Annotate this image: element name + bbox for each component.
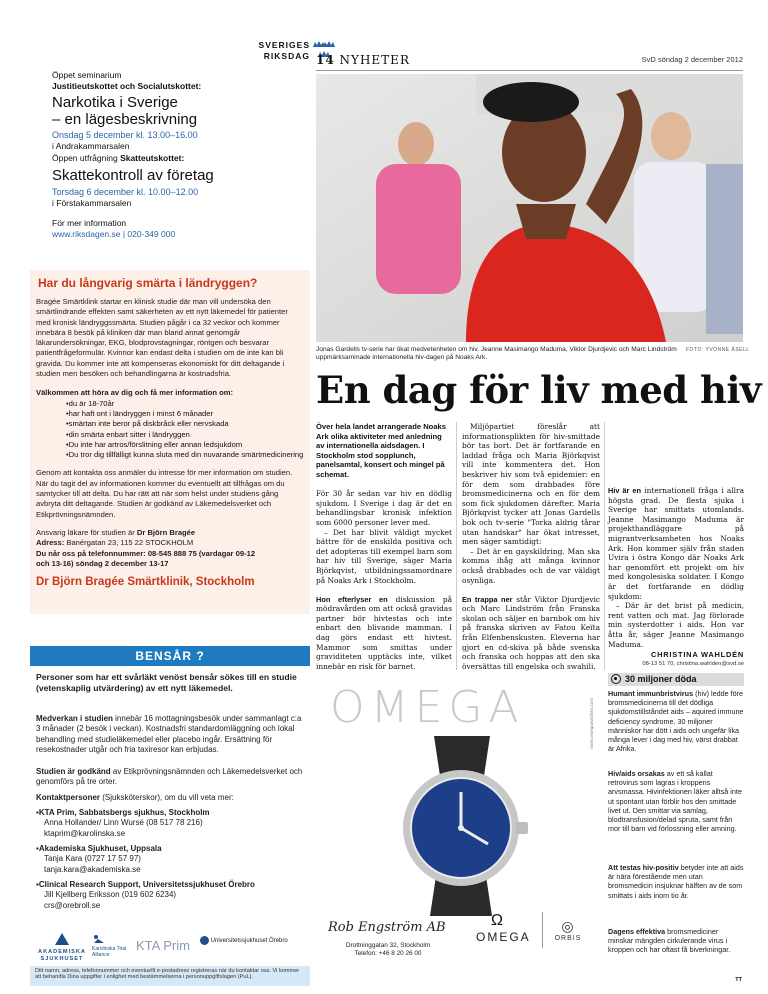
clinic-welcome: Välkommen att höra av dig och få mer information om: <box>36 388 234 398</box>
site-person: Tanja Kara (0727 17 57 97) <box>44 854 141 864</box>
fact-lead: Humant immunbristvirus <box>608 689 694 698</box>
akademiska-emblem-icon <box>54 932 70 946</box>
omega-symbol-icon: Ω <box>491 912 503 929</box>
orbis-emblem-icon: ◎ <box>561 918 575 934</box>
fact-text: av ett så kallat retrovirus som lagras i kroppens arvsmassa. Hivinfektionen läker alltså inte ut spontant utan förblir hos den smittade livet ut. Den smittar via samlag, blodtransfusion/delad spruta, samt från mor till barn vid förlossning eller amning. <box>608 769 742 834</box>
seminar-organizer: Justitieutskottet och Socialutskottet: <box>52 81 202 91</box>
hearing-title: Skattekontroll av företag <box>52 167 214 184</box>
address-value: Banérgatan 23, 115 22 STOCKHOLM <box>66 538 194 548</box>
article-subhead: En trappa ner <box>462 594 513 604</box>
clinic-phone-1: Du når oss på telefonnummer: 08-545 888 75 (vardagar 09-12 <box>36 548 256 558</box>
participation-label: Medverkan i studien <box>36 714 113 723</box>
section-header <box>316 53 410 67</box>
site-person: Jill Kjellberg Eriksson (019 602 6234) <box>44 890 177 900</box>
hearing-block <box>52 153 214 209</box>
omega-url: www.omegawatches.com <box>589 698 594 749</box>
article-photo <box>316 74 743 342</box>
riksdag-logo <box>259 40 310 62</box>
riksdag-logo-line2: RIKSDAG <box>263 51 310 61</box>
article-column-3 <box>608 486 744 649</box>
ktaprim-logo: KTA Prim <box>136 938 190 953</box>
akademiska-logo-text: AKADEMISKA SJUKHUSET <box>38 949 86 962</box>
section-name: NYHETER <box>339 53 410 67</box>
list-item: • Du inte har artros/förslitning eller annan ledsjukdom <box>66 440 310 450</box>
info-label: För mer information <box>52 218 127 228</box>
bensar-contacts <box>36 793 306 803</box>
header-rule <box>316 70 743 71</box>
doctor-name: Dr Björn Bragée <box>136 527 196 537</box>
orebro-emblem-icon <box>200 936 209 945</box>
clinic-criteria-list <box>30 399 310 461</box>
clinic-heading: Har du långvarig smärta i ländryggen? <box>38 276 258 290</box>
target-icon <box>611 674 621 684</box>
article-paragraph: – Där är det brist på medicin, rent vatten och mat. Jag förlorade min systerdotter i aids. Hon var åtta år, säger Jeanne Masimango Maduma. <box>608 601 744 649</box>
riksdag-logo-line1: SVERIGES <box>258 40 310 50</box>
dealer-street: Drottninggatan 32, Stockholm <box>345 942 431 949</box>
site-email[interactable]: ktaprim@karolinska.se <box>44 828 126 838</box>
article-headline: En dag för liv med hiv <box>316 368 761 412</box>
site-email[interactable]: crs@orebroll.se <box>44 900 101 910</box>
list-item: • smärtan inte beror på diskbråck eller nervskada <box>66 419 310 429</box>
article-byline: CHRISTINA WAHLDÉN <box>651 650 744 659</box>
bensar-lead: Personer som har ett svårläkt venöst bensår sökes till en studie (vetenskaplig utvärdering) av ett nytt läkemedel. <box>36 672 297 693</box>
fact-paragraph <box>608 769 744 833</box>
bensar-footer: Ditt namn, adress, telefonnummer och eventuellt e-postadress registreras när du kontaktar oss. Vi kommer att behandla Dina uppgifter i enlighet med bestämmelserna i personuppgiftslagen (PuL). <box>30 966 310 986</box>
fact-lead: Dagens effektiva <box>608 927 666 936</box>
contacts-label: Kontaktpersoner <box>36 793 101 802</box>
article-text: diskussion på mödravården om att också gravidas partner bör hivtestas och inte enbart den blivande mamman. I dag görs endast ett hivtest. Mammor som smittas under graviditeten upptäcks inte, vilket innebär en risk för barnet. <box>316 594 452 671</box>
fact-source: TT <box>735 977 742 983</box>
photo-credit: FOTO: YVONNE ÅSELL <box>686 347 750 353</box>
article-paragraph <box>608 486 744 601</box>
site-email[interactable]: tanja.kara@akademiska.se <box>44 864 141 874</box>
hearing-place: i Förstakammarsalen <box>52 198 132 208</box>
riksdag-link[interactable]: www.riksdagen.se | 020-349 000 <box>52 229 176 239</box>
article-column-2 <box>462 422 600 671</box>
orbis-logo <box>548 918 588 942</box>
article-paragraph: För 30 år sedan var hiv en dödlig sjukdom. I Sverige i dag är det en behandlingsbar kronisk infektion som 6000 personer lever med. <box>316 489 452 527</box>
bensar-approved <box>36 767 306 788</box>
dealer-phone: Telefon: +46 8 20 26 00 <box>354 950 422 957</box>
list-item: • du är 18-70år <box>66 399 310 409</box>
fact-paragraph <box>608 927 744 955</box>
page-number: 14 <box>316 53 335 67</box>
article-paragraph <box>316 595 452 672</box>
list-item: • din smärta enbart sitter i ländryggen <box>66 430 310 440</box>
seminar-title-1: Narkotika i Sverige <box>52 94 178 111</box>
site-orebro <box>36 880 306 911</box>
fact-text: betyder inte att aids är nära förestående men utan bromsmedicin insjuknar hälften av de som smittats i aids inom tio år. <box>608 863 744 900</box>
site-name: ▪ KTA Prim, Sabbatsbergs sjukhus, Stockholm <box>36 808 306 818</box>
list-item: • Du tror dig tillfälligt kunna sluta med din nuvarande smärtmedicinering <box>66 450 310 460</box>
riksdag-info <box>52 218 175 240</box>
clinic-footer: Dr Björn Bragée Smärtklinik, Stockholm <box>36 576 255 589</box>
seminar-block <box>52 70 201 152</box>
participation-text: innebär 16 mottagningsbesök under sammanlagt c:a 3 månader (2 besök i veckan). Kostnadsfri standardomläggning och lokal behandling med studieläkemedel eller placebo ingår. Ersättning för resekostnader utgår och fria taxiresor kan erbjudas. <box>36 714 302 754</box>
fact-box-header <box>608 673 744 686</box>
fact-paragraph <box>608 863 744 900</box>
karolinska-logo <box>92 934 132 958</box>
address-label: Adress: <box>36 538 67 548</box>
orebro-logo <box>200 936 310 945</box>
author-contact[interactable]: 08-13 51 70, christina.wahlden@svd.se <box>642 661 744 667</box>
karolinska-figure-icon <box>92 934 106 944</box>
article-paragraph: Miljöpartiet föreslår att informationsplikten för hiv-smittade bör tas bort. Det är fortfarande en laddad fråga och Maria Björkqvist vill inte kommentera det. Hon beskriver hiv som två epidemier: en för dem som drabbades före bromsmedicinerna och en för dem som fick sjukdomen därefter. Maria Björkqvist tycker att Jonas Gardells bok och tv-serie "Torka aldrig tårar utan handskar" har ökat intresset, men säger samtidigt: <box>462 422 600 547</box>
site-akademiska <box>36 844 306 875</box>
clinic-address <box>30 538 310 548</box>
site-name: ▪ Clinical Research Support, Universitetssjukhuset Örebro <box>36 880 306 890</box>
approved-label: Studien är godkänd <box>36 767 111 776</box>
clinic-phone-2: och 13-16) söndag 2 december 13-17 <box>36 558 169 568</box>
site-kta <box>36 808 306 839</box>
seminar-place: i Andrakammarsalen <box>52 141 130 151</box>
article-column-1 <box>316 422 452 671</box>
article-paragraph: – Det är en gayskildring. Man ska komma ihåg att många kvinnor också drabbades och de var väldigt osynliga. <box>462 546 600 585</box>
photo-illustration <box>316 74 743 342</box>
photo-caption: Jonas Gardells tv-serie har ökat medvetenheten om hiv. Jeanne Masimango Maduma, Viktor Djurdjevic och Marc Lindström uppmärksammade internationella hiv-dagen på Noaks Ark. <box>316 346 677 362</box>
riksdag-ad <box>30 40 310 262</box>
column-rule <box>604 422 605 670</box>
fact-text: bromsmediciner minskar mängden cirkulerande virus i kroppen och har oftast få biverkningar. <box>608 927 731 955</box>
fact-paragraph <box>608 689 744 753</box>
list-item: • har haft ont i ländryggen i minst 6 månader <box>66 409 310 419</box>
column-rule <box>456 422 457 670</box>
omega-ad <box>316 678 600 982</box>
article-subhead: Hon efterlyser en <box>316 594 388 604</box>
clinic-intro: Bragée Smärtklink startar en klinisk studie där man vill undersöka den smärtlindrande effekten samt säkerheten av ett nytt läkemedel för patienter med kronisk ländryggssmärta. Studien pågår i ca 32 veckor och kommer innebära 8 besök på kliniken där man bland annat genomgår läkarundersökningar, EKG, blodprovstagningar, röntgen och besvarar patientfrågeformulär. Kvinnor kan endast delta i studien om de inte kan bli gravida. Du kommer inte att kompenseras ekonomiskt för ditt deltagande i studien men besöken och behandlingarna är kostnadsfria. <box>36 297 288 379</box>
seminar-title-2: – en lägesbeskrivning <box>52 111 198 128</box>
dealer-signature: Rob Engström AB <box>328 920 446 935</box>
bensar-participation <box>36 714 306 755</box>
contacts-text: (Sjuksköterskor), om du vill veta mer: <box>100 793 234 802</box>
article-paragraph: – Det har blivit väldigt mycket bättre för de enskilda positiva och det adopteras till exempel barn som har hiv till Sverige, säger Maria Björkqvist, utbildningssamordnare på Noaks Ark i Stockholm. <box>316 527 452 585</box>
fact-box-title: 30 miljoner döda <box>625 674 697 684</box>
karolinska-logo-text: Karolinska Trial Alliance <box>92 946 127 958</box>
approved-text: av Etikprövningsnämnden och Läkemedelsverket och genomförs på tre orter. <box>36 767 303 787</box>
clinic-contact-text: Genom att kontakta oss anmäler du intresse för mer information om studien. När du tagit del av informationen kommer du eventuellt att tillfrågas om du samtycker till att delta. Du har rätt att när som helst under studiens gång avbryta ditt deltagande. Studien är godkänd av Läkemedelsverket och Etikprövningsnämnden. <box>36 468 293 519</box>
fact-box <box>608 673 744 983</box>
hearing-intro: Öppen utfrågning <box>52 153 121 163</box>
issue-date: SvD söndag 2 december 2012 <box>641 55 743 64</box>
fact-lead: Att testas hiv-positiv <box>608 863 679 872</box>
site-name: ▪ Akademiska Sjukhuset, Uppsala <box>36 844 306 854</box>
bensar-title: BENSÅR ? <box>30 646 310 666</box>
orebro-logo-text: Universitetssjukhuset Örebro <box>210 938 288 945</box>
clinic-doctor <box>30 528 310 538</box>
article-text: internationell fråga i allra högsta grad. De flesta sjuka i Sverige har smittats utomlands. Jeanne Masimango Maduma är projekthandläggare på migrantverksamheten hos Noaks Ark. Hon kommer själv från staden Uvira i östra Kongo där Noaks Ark har genomfört ett projekt om hiv med kongolesiska soldater. I Kongo är det fortfarande en dödlig sjukdom: <box>608 486 744 601</box>
hearing-time: Torsdag 6 december kl. 10.00–12.00 <box>52 187 199 197</box>
article-lead: Över hela landet arrangerade Noaks Ark olika aktiviteter med anledning av internationella aidsdagen. I Stockholm stod sopplunch, panelsamtal, konsert och mingel på schemat. <box>316 422 446 479</box>
article-text: står Viktor Djurdjevic och Marc Lindström från Franska skolan och säljer en barnbok om hiv på franska skriven av Fatou Keïta från Elfenbenskusten. Eleverna har gjort en cd-skiva på både svenska och franska och hoppas att den ska översättas till engelska och swahili. <box>462 594 600 671</box>
article-subhead: Hiv är en <box>608 486 641 495</box>
seminar-intro: Öppet seminarium <box>52 70 122 80</box>
article-paragraph <box>462 595 600 672</box>
bensar-ad <box>30 646 310 986</box>
site-person: Anna Hollander/ Linn Wursé (08 517 78 216) <box>44 818 203 828</box>
fact-text: (hiv) ledde före bromsmedicinerna till det dödliga sjukdomstillståndet aids – aquired immune deficiency syndrome. 30 miljoner människor har dött i aids och ungefär lika många lever i dag med hiv, värst drabbat är Afrika. <box>608 689 744 754</box>
fact-lead: Hiv/aids orsakas <box>608 769 665 778</box>
dealer-address <box>328 942 448 958</box>
akademiska-logo <box>32 932 92 963</box>
omega-logo: OMEGA <box>476 930 531 944</box>
orbis-text: ORBIS <box>554 935 582 942</box>
doctor-prefix: Ansvarig läkare för studien är <box>36 527 137 537</box>
logo-divider <box>542 912 543 948</box>
seminar-time: Onsdag 5 december kl. 13.00–16.00 <box>52 130 198 140</box>
watch-icon <box>356 736 566 916</box>
clinic-ad <box>30 270 310 614</box>
hearing-organizer: Skatteutskottet: <box>120 153 185 163</box>
omega-wordmark: OMEGA <box>330 682 525 733</box>
